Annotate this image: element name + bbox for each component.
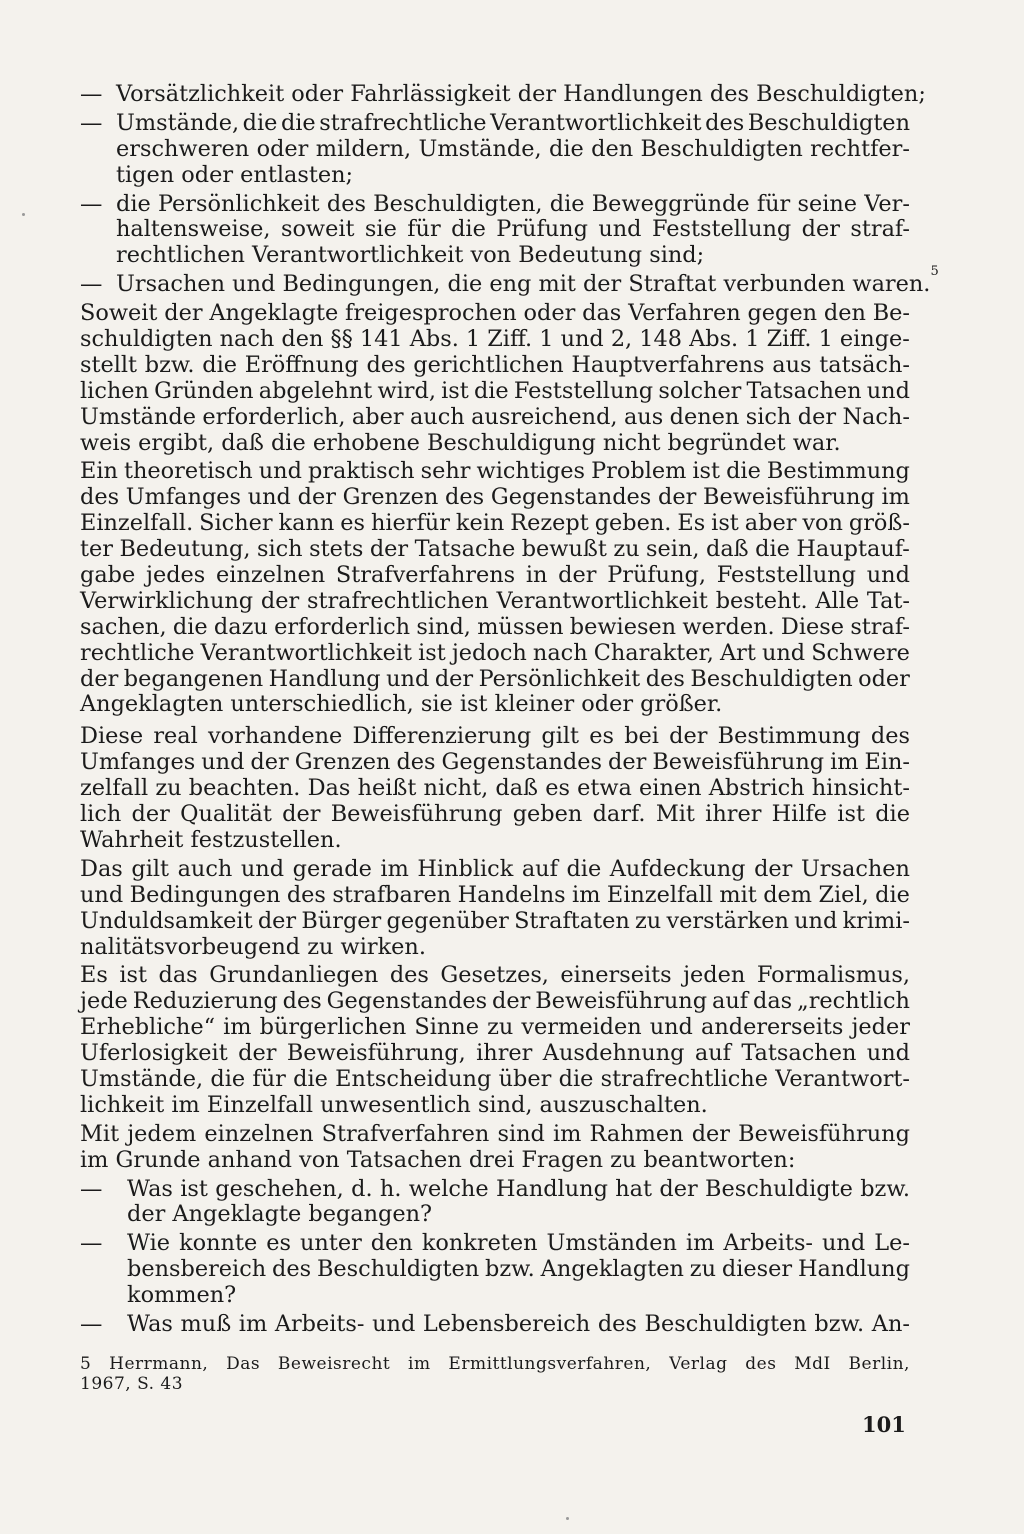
list-item [80,264,939,298]
text-line: Angeklagten unterschiedlich, sie ist kleiner oder größer. [80,691,723,718]
bullet-dash: — [80,109,103,136]
footnote [80,1354,910,1394]
bullet-dash: — [80,81,103,107]
text-line: lichen Gründen abgelehnt wird, ist die Feststellung solcher Tatsachen und [80,377,910,404]
text-line: im Grunde anhand von Tatsachen drei Fragen zu beantworten: [80,1146,796,1173]
text-line: Ein theoretisch und praktisch sehr wichtiges Problem ist die Bestimmung [80,458,910,485]
text-line: die Persönlichkeit des Beschuldigten, die Beweggründe für seine Ver- [116,190,910,217]
text-line: der begangenen Handlung und der Persönlichkeit des Beschuldigten oder [80,665,910,692]
bullet-dash: — [80,1230,103,1257]
text-line: Einzelfall. Sicher kann es hierfür kein Rezept geben. Es ist aber von größ- [80,510,910,537]
text-line: Umstände, die für die Entscheidung über die strafrechtliche Verantwort- [80,1065,910,1092]
paragraph [80,963,910,1118]
text-line: Es ist das Grundanliegen des Gesetzes, einerseits jeden Formalismus, [80,962,910,989]
text-line: Verwirklichung der strafrechtlichen Verantwortlichkeit besteht. Alle Tat- [80,587,910,614]
text-line: Vorsätzlichkeit oder Fahrlässigkeit der Handlungen des Beschuldigten; [116,81,926,107]
page-number: 101 [862,1412,906,1437]
text-line: des Umfanges und der Grenzen des Gegenstandes der Beweisführung im [80,484,910,511]
text-line: jede Reduzierung des Gegenstandes der Beweisführung auf das „rechtlich [80,988,910,1015]
bullet-dash: — [80,190,103,217]
text-line: Umstände erforderlich, aber auch ausreichend, aus denen sich der Nach- [80,403,910,430]
text-line: lichkeit im Einzelfall unwesentlich sind, auszuschalten. [80,1091,708,1118]
text-line: erschweren oder mildern, Umstände, die den Beschuldigten rechtfer- [116,135,910,162]
text-line: Wie konnte es unter den konkreten Umständen im Arbeits- und Le- [127,1230,910,1257]
text-line: Ursachen und Bedingungen, die eng mit der Straftat verbunden waren. 5 [116,264,939,298]
scan-speck [566,1517,569,1520]
bullet-dash: — [80,271,103,298]
text-line: stellt bzw. die Eröffnung des gerichtlichen Hauptverfahrens aus tatsäch- [80,351,910,378]
text-line: ter Bedeutung, sich stets der Tatsache bewußt zu sein, daß die Hauptauf- [80,536,910,563]
paragraph [80,459,910,718]
paragraph [80,301,910,456]
text-line: zelfall zu beachten. Das heißt nicht, daß es etwa einen Abstrich hinsicht- [80,775,910,802]
paragraph [80,857,910,961]
text-line: Wahrheit festzustellen. [80,826,342,853]
list-item [80,111,910,189]
list-item [80,192,910,270]
text-line: gabe jedes einzelnen Strafverfahrens in der Prüfung, Feststellung und [80,562,910,589]
text-line: tigen oder entlasten; [116,161,354,188]
text-line: Uferlosigkeit der Beweisführung, ihrer Ausdehnung auf Tatsachen und [80,1040,910,1067]
footnote-line: 1967, S. 43 [80,1373,184,1394]
bullet-dash: — [80,1310,103,1337]
footnote-line: 5 Herrmann, Das Beweisrecht im Ermittlungsverfahren, Verlag des MdI Berlin, [80,1353,910,1374]
text-line: haltensweise, soweit sie für die Prüfung und Feststellung der straf- [116,216,910,243]
text-line: nalitätsvorbeugend zu wirken. [80,933,426,960]
scan-speck [22,213,25,216]
text-line: rechtlichen Verantwortlichkeit von Bedeutung sind; [116,242,705,269]
list-item [80,81,926,108]
text-line: schuldigten nach den §§ 141 Abs. 1 Ziff. 1 und 2, 148 Abs. 1 Ziff. 1 einge- [80,326,910,353]
text-line: rechtliche Verantwortlichkeit ist jedoch nach Charakter, Art und Schwere [80,639,910,666]
text-line: Was ist geschehen, d. h. welche Handlung hat der Beschuldigte bzw. [127,1175,910,1202]
text-line: der Angeklagte begangen? [127,1201,433,1228]
text-line: Unduldsamkeit der Bürger gegenüber Straftaten zu verstärken und krimi- [80,907,910,934]
text-line: kommen? [127,1282,237,1309]
text-line: Diese real vorhandene Differenzierung gilt es bei der Bestimmung des [80,723,910,750]
list-item [80,1177,910,1229]
list-item [80,1231,910,1309]
list-item [80,1312,910,1338]
text-line: Soweit der Angeklagte freigesprochen oder das Verfahren gegen den Be- [80,300,910,327]
paragraph [80,724,910,853]
text-line: lich der Qualität der Beweisführung geben darf. Mit ihrer Hilfe ist die [80,801,910,828]
text-line: Umfanges und der Grenzen des Gegenstandes der Beweisführung im Ein- [80,749,910,776]
text-line: sachen, die dazu erforderlich sind, müssen bewiesen werden. Diese straf- [80,613,910,640]
text-line: und Bedingungen des strafbaren Handelns im Einzelfall mit dem Ziel, die [80,881,910,908]
bullet-dash: — [80,1175,103,1202]
text-line: Was muß im Arbeits- und Lebensbereich des Beschuldigten bzw. An- [127,1310,910,1337]
text-line: bensbereich des Beschuldigten bzw. Angeklagten zu dieser Handlung [127,1256,910,1283]
text-line: weis ergibt, daß die erhobene Beschuldigung nicht begründet war. [80,429,841,456]
text-line: Mit jedem einzelnen Strafverfahren sind im Rahmen der Beweisführung [80,1120,910,1147]
footnote-ref: 5 [930,264,939,280]
text-line: Das gilt auch und gerade im Hinblick auf die Aufdeckung der Ursachen [80,855,910,882]
text-line: Erhebliche“ im bürgerlichen Sinne zu vermeiden und andererseits jeder [80,1014,910,1041]
page-body [80,81,939,1394]
text-line: Umstände, die die strafrechtliche Verantwortlichkeit des Beschuldigten [116,109,910,136]
paragraph [80,1122,910,1174]
